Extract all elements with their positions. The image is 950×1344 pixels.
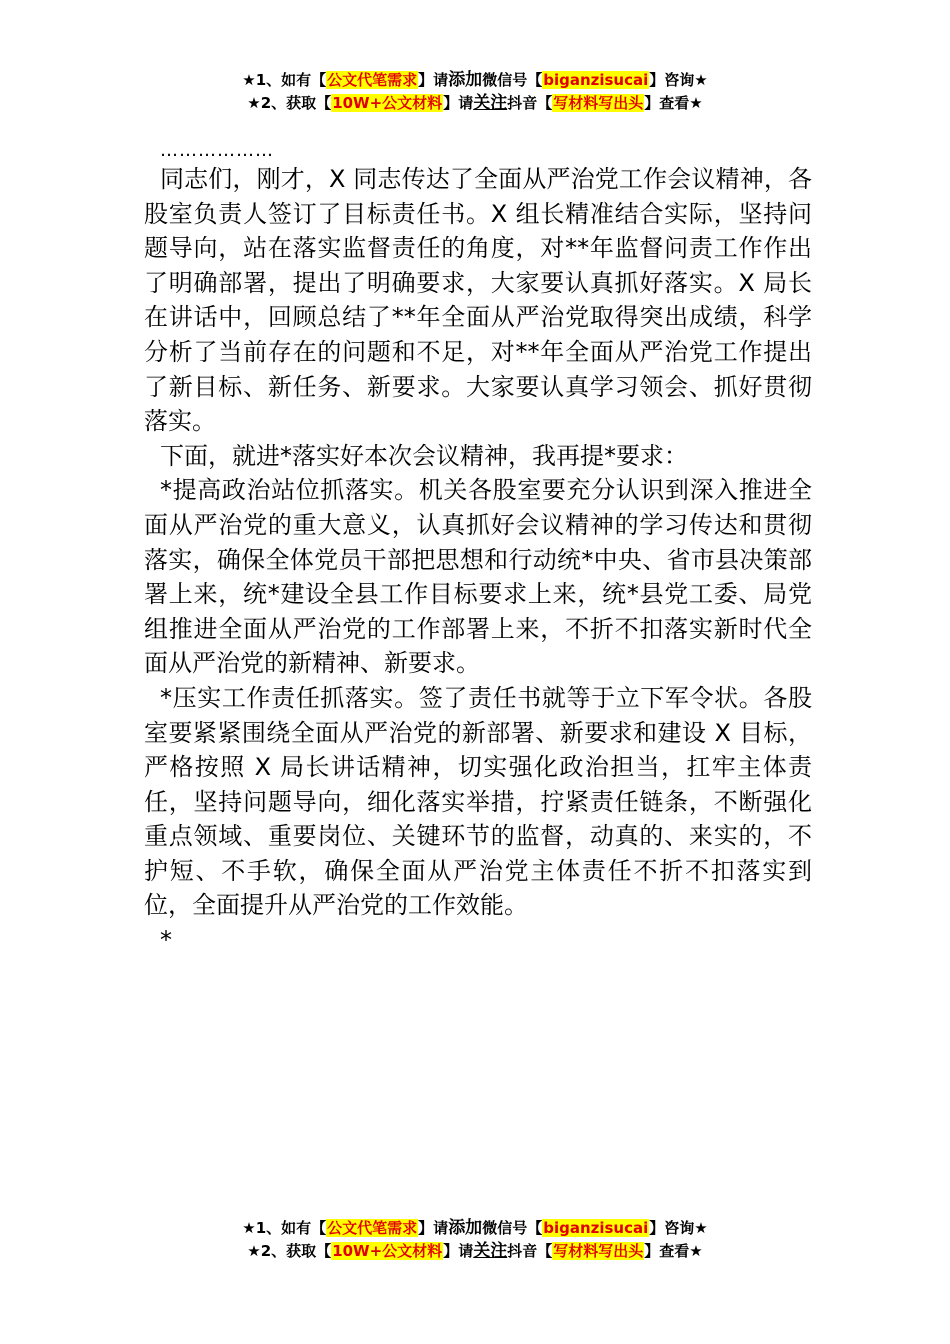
banner-highlight: 公文代笔需求 <box>327 1219 418 1237</box>
banner-highlight: 公文代笔需求 <box>327 71 418 89</box>
banner-line-2 <box>0 1240 950 1263</box>
banner-text: 】请 <box>418 1219 449 1237</box>
banner-text: 抖音【 <box>507 1242 553 1260</box>
banner-text: 微信号【 <box>482 71 543 89</box>
banner-line-2 <box>0 92 950 115</box>
banner-text: 】请 <box>443 94 474 112</box>
header-banner <box>0 69 950 115</box>
banner-text: ★2、获取【 <box>247 94 332 112</box>
banner-highlight: biganzisucai <box>543 1219 649 1237</box>
banner-line-1 <box>0 1217 950 1240</box>
document-body <box>144 140 812 958</box>
banner-emphasis: 添加 <box>448 1218 483 1238</box>
paragraph-trailing: * <box>160 926 172 955</box>
banner-text: ★2、获取【 <box>247 1242 332 1260</box>
ellipsis: ……………… <box>160 140 274 161</box>
banner-highlight: biganzisucai <box>543 71 649 89</box>
banner-text: ★1、如有【 <box>242 1219 327 1237</box>
banner-highlight: 写材料写出头 <box>553 94 644 112</box>
banner-emphasis: 添加 <box>448 70 483 90</box>
paragraph: *压实工作责任抓落实。签了责任书就等于立下军令状。各股室要紧紧围绕全面从严治党的新部署、新要求和建设 X 目标，严格按照 X 局长讲话精神，切实强化政治担当，扛牢主体责任，坚持问题导向，细化落实举措，拧紧责任链条，不断强化重点领域、重要岗位、关键环节的监督，动真的、来实的，不护短、不手软，确保全面从严治党主体责任不折不扣落实到位，全面提升从严治党的工作效能。 <box>144 683 812 920</box>
banner-text: 】查看★ <box>644 1242 703 1260</box>
banner-highlight: 写材料写出头 <box>553 1242 644 1260</box>
banner-text: 】请 <box>443 1242 474 1260</box>
banner-text: 】咨询★ <box>649 1219 708 1237</box>
banner-line-1 <box>0 69 950 92</box>
banner-text: 抖音【 <box>507 94 553 112</box>
footer-banner <box>0 1217 950 1263</box>
banner-highlight: 10W+公文材料 <box>332 94 443 112</box>
banner-emphasis: 关注 <box>473 1241 508 1261</box>
banner-emphasis: 关注 <box>473 93 508 113</box>
banner-text: 微信号【 <box>482 1219 543 1237</box>
banner-text: ★1、如有【 <box>242 71 327 89</box>
banner-text: 】咨询★ <box>649 71 708 89</box>
banner-text: 】查看★ <box>644 94 703 112</box>
banner-highlight: 10W+公文材料 <box>332 1242 443 1260</box>
banner-text: 】请 <box>418 71 449 89</box>
paragraph: *提高政治站位抓落实。机关各股室要充分认识到深入推进全面从严治党的重大意义，认真抓好会议精神的学习传达和贯彻落实，确保全体党员干部把思想和行动统*中央、省市县决策部署上来，统*建设全县工作目标要求上来，统*县党工委、局党组推进全面从严治党的工作部署上来，不折不扣落实新时代全面从严治党的新精神、新要求。 <box>144 476 812 678</box>
paragraph: 下面，就进*落实好本次会议精神，我再提*要求： <box>160 441 688 470</box>
paragraph: 同志们，刚才，X 同志传达了全面从严治党工作会议精神，各股室负责人签订了目标责任书。X 组长精准结合实际，坚持问题导向，站在落实监督责任的角度，对**年监督问责工作作出了明确部署，提出了明确要求，大家要认真抓好落实。X 局长在讲话中，回顾总结了**年全面从严治党取得突出成绩，科学分析了当前存在的问题和不足，对**年全面从严治党工作提出了新目标、新任务、新要求。大家要认真学习领会、抓好贯彻落实。 <box>144 165 812 436</box>
